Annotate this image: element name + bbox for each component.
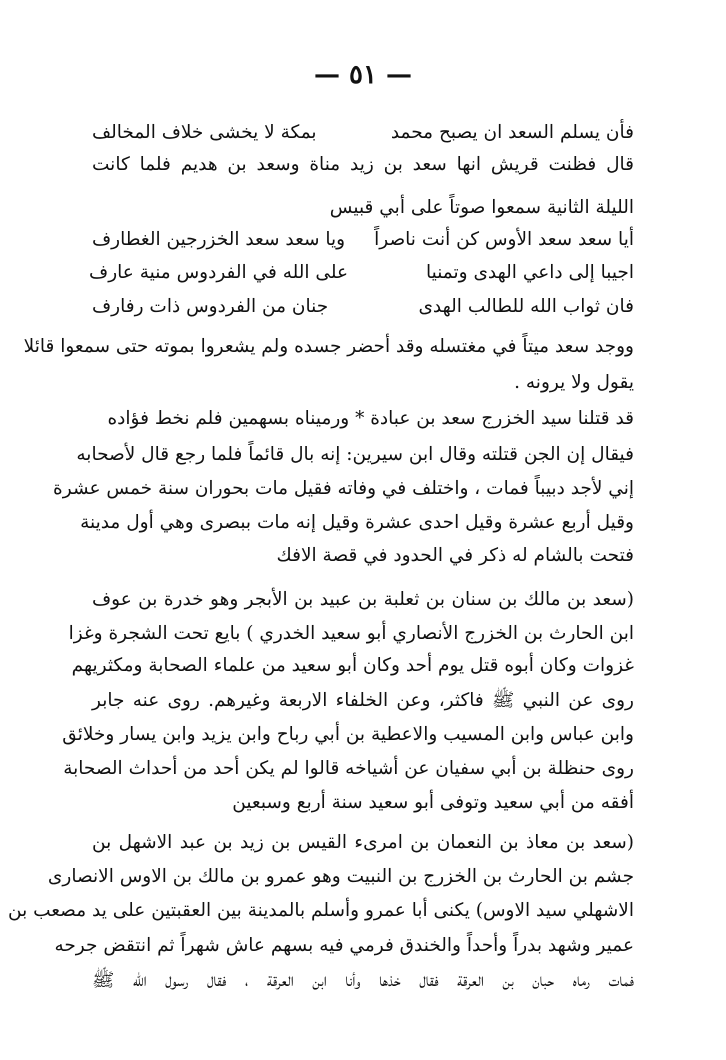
verse-line (89, 258, 634, 288)
text-line: (سعد بن مالك بن سنان بن ثعلبة بن عبيد بن الأبجر وهو خدرة بن عوف (92, 589, 634, 610)
verse-second-hemistich: جنان من الفردوس ذات رفارف (92, 296, 329, 317)
verse-second-hemistich: على الله في الفردوس منية عارف (89, 262, 348, 283)
text-line: عمير وشهد بدراً وأحداً والخندق فرمي فيه بسهم عاش شهراً ثم انتقض جرحه (54, 935, 634, 956)
text-line: إني لأجد دبيباً فمات ، واختلف في وفاته فقيل مات بحوران سنة خمس عشرة (53, 478, 634, 499)
text-line: غزوات وكان أبوه قتل يوم أحد وكان أبو سعيد من علماء الصحابة ومكثريهم (71, 655, 634, 676)
text-line: قد قتلنا سيد الخزرج سعد بن عبادة * ورميناه بسهمين فلم نخط فؤاده (107, 408, 634, 429)
page-number: — ٥١ — (313, 60, 413, 90)
verse-first-hemistich: اجيبا إلى داعي الهدى وتمنيا (425, 262, 634, 283)
verse-first-hemistich: فأن يسلم السعد ان يصبح محمد (390, 122, 634, 143)
text-line: فيقال إن الجن قتلته وقال ابن سيرين: إنه بال قائماً فلما رجع قال لأصحابه (76, 444, 634, 465)
text-line: فمات رماه حبان بن العرقة فقال خذها وأنا ابن العرقة ، فقال رسول الله ﷺ (92, 970, 634, 991)
verse-line (92, 118, 634, 148)
text-line: (سعد بن معاذ بن النعمان بن امرىء القيس بن زيد بن عبد الاشهل بن (92, 832, 634, 853)
text-line: الليلة الثانية سمعوا صوتاً على أبي قبيس (329, 197, 634, 218)
text-line: أفقه من أبي سعيد وتوفى أبو سعيد سنة أربع وسبعين (232, 792, 634, 813)
text-line: روى حنظلة بن أبي سفيان عن أشياخه قالوا لم يكن أحد من أحداث الصحابة (63, 758, 634, 779)
text-line: ابن الحارث بن الخزرج الأنصاري أبو سعيد الخدري ) بايع تحت الشجرة وغزا (68, 623, 634, 644)
text-line: وابن عباس وابن المسيب والاعطية بن أبي رباح وابن يزيد وابن يسار وخلائق (62, 724, 634, 745)
verse-line (92, 225, 634, 255)
verse-second-hemistich: ويا سعد سعد الخزرجين الغطارف (92, 229, 346, 250)
verse-second-hemistich: بمكة لا يخشى خلاف المخالف (92, 122, 317, 143)
text-line: فتحت بالشام له ذكر في الحدود في قصة الافك (276, 545, 634, 566)
text-line: قال فظنت قريش انها سعد بن زيد مناة وسعد بن هديم فلما كانت (92, 154, 634, 175)
verse-line (92, 292, 634, 322)
text-line: وقيل أربع عشرة وقيل احدى عشرة وقيل إنه مات ببصرى وهي أول مدينة (80, 512, 634, 533)
text-line: الاشهلي سيد الاوس) يكنى أبا عمرو وأسلم بالمدينة بين العقبتين على يد مصعب بن (7, 900, 634, 921)
text-line: روى عن النبي ﷺ فاكثر، وعن الخلفاء الاربعة وغيرهم. روى عنه جابر (92, 690, 634, 711)
text-line: يقول ولا يرونه . (514, 372, 634, 393)
text-line: جشم بن الحارث بن الخزرج بن النبيت وهو عمرو بن مالك بن الاوس الانصارى (47, 866, 634, 887)
text-line: ووجد سعد ميتاً في مغتسله وقد أحضر جسده ولم يشعروا بموته حتى سمعوا قائلا (23, 336, 634, 357)
verse-first-hemistich: فان ثواب الله للطالب الهدى (418, 296, 634, 317)
verse-first-hemistich: أيا سعد سعد الأوس كن أنت ناصراً (374, 229, 634, 250)
